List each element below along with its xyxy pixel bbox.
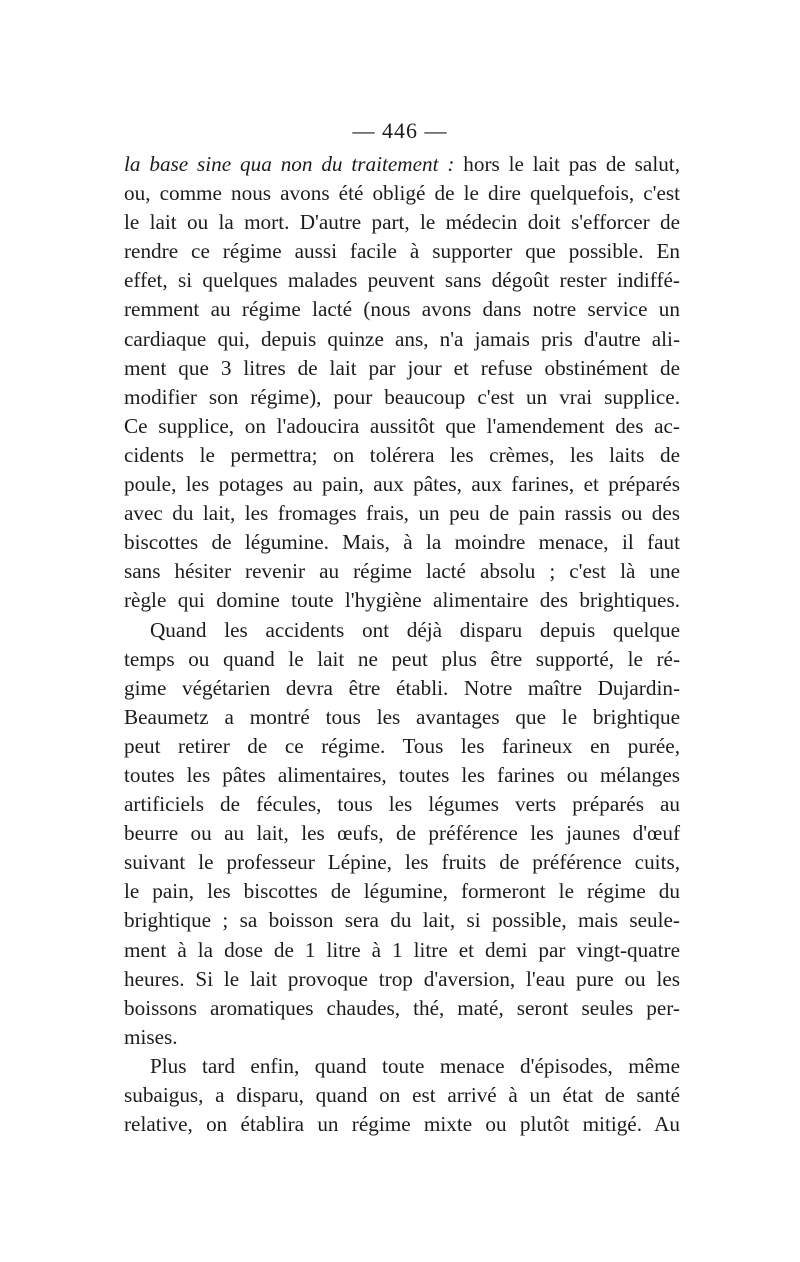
text-line: effet, si quelques malades peuvent sans dégoût rester indiffé- <box>124 268 680 293</box>
body-text <box>124 150 680 1139</box>
text-line: gime végétarien devra être établi. Notre maître Dujardin- <box>124 675 680 700</box>
text-line: poule, les potages au pain, aux pâtes, aux farines, et préparés <box>124 472 680 497</box>
text-line: modifier son régime), pour beaucoup c'est un vrai supplice. <box>124 384 680 409</box>
text-line: sans hésiter revenir au régime lacté absolu ; c'est là une <box>124 559 680 584</box>
paragraph-start-line: Plus tard enfin, quand toute menace d'épisodes, même <box>150 1053 680 1078</box>
text-line: avec du lait, les fromages frais, un peu de pain rassis ou des <box>124 501 680 526</box>
text-line <box>124 150 680 179</box>
text-line: le pain, les biscottes de légumine, formeront le régime du <box>124 879 680 904</box>
text-line: règle qui domine toute l'hygiène alimentaire des brightiques. <box>124 588 680 613</box>
text-line: temps ou quand le lait ne peut plus être supporté, le ré- <box>124 646 680 671</box>
text-line: biscottes de légumine. Mais, à la moindre menace, il faut <box>124 530 680 555</box>
text-line: suivant le professeur Lépine, les fruits de préférence cuits, <box>124 850 680 875</box>
text-line: remment au régime lacté (nous avons dans notre service un <box>124 297 680 322</box>
text-line: cardiaque qui, depuis quinze ans, n'a jamais pris d'autre ali- <box>124 326 680 351</box>
text-line: heures. Si le lait provoque trop d'aversion, l'eau pure ou les <box>124 966 680 991</box>
paragraph-start-line: Quand les accidents ont déjà disparu depuis quelque <box>150 617 680 642</box>
text-line: ment à la dose de 1 litre à 1 litre et demi par vingt-quatre <box>124 937 680 962</box>
paragraph-end-line: mises. <box>124 1024 178 1049</box>
text-line: Beaumetz a montré tous les avantages que le brightique <box>124 704 680 729</box>
text-line: brightique ; sa boisson sera du lait, si possible, mais seule- <box>124 908 680 933</box>
text-line: peut retirer de ce régime. Tous les farineux en purée, <box>124 733 680 758</box>
text-line: ou, comme nous avons été obligé de le dire quelquefois, c'est <box>124 181 680 206</box>
text-line: ment que 3 litres de lait par jour et refuse obstinément de <box>124 355 680 380</box>
text-line: boissons aromatiques chaudes, thé, maté, seront seules per- <box>124 995 680 1020</box>
text-line: Ce supplice, on l'adoucira aussitôt que l'amendement des ac- <box>124 413 680 438</box>
text-line: relative, on établira un régime mixte ou plutôt mitigé. Au <box>124 1112 680 1137</box>
text-line-rest: hors le lait pas de salut, <box>454 152 680 176</box>
text-line: beurre ou au lait, les œufs, de préférence les jaunes d'œuf <box>124 821 680 846</box>
text-line: le lait ou la mort. D'autre part, le médecin doit s'efforcer de <box>124 210 680 235</box>
page-number: — 446 — <box>352 118 448 143</box>
text-line: cidents le permettra; on tolérera les crèmes, les laits de <box>124 442 680 467</box>
text-line: subaigus, a disparu, quand on est arrivé à un état de santé <box>124 1083 680 1107</box>
italic-phrase: la base sine qua non du traitement : <box>124 152 455 176</box>
text-line: artificiels de fécules, tous les légumes verts préparés au <box>124 792 680 817</box>
text-line: rendre ce régime aussi facile à supporter que possible. En <box>124 239 680 264</box>
text-line: toutes les pâtes alimentaires, toutes les farines ou mélanges <box>124 762 680 787</box>
